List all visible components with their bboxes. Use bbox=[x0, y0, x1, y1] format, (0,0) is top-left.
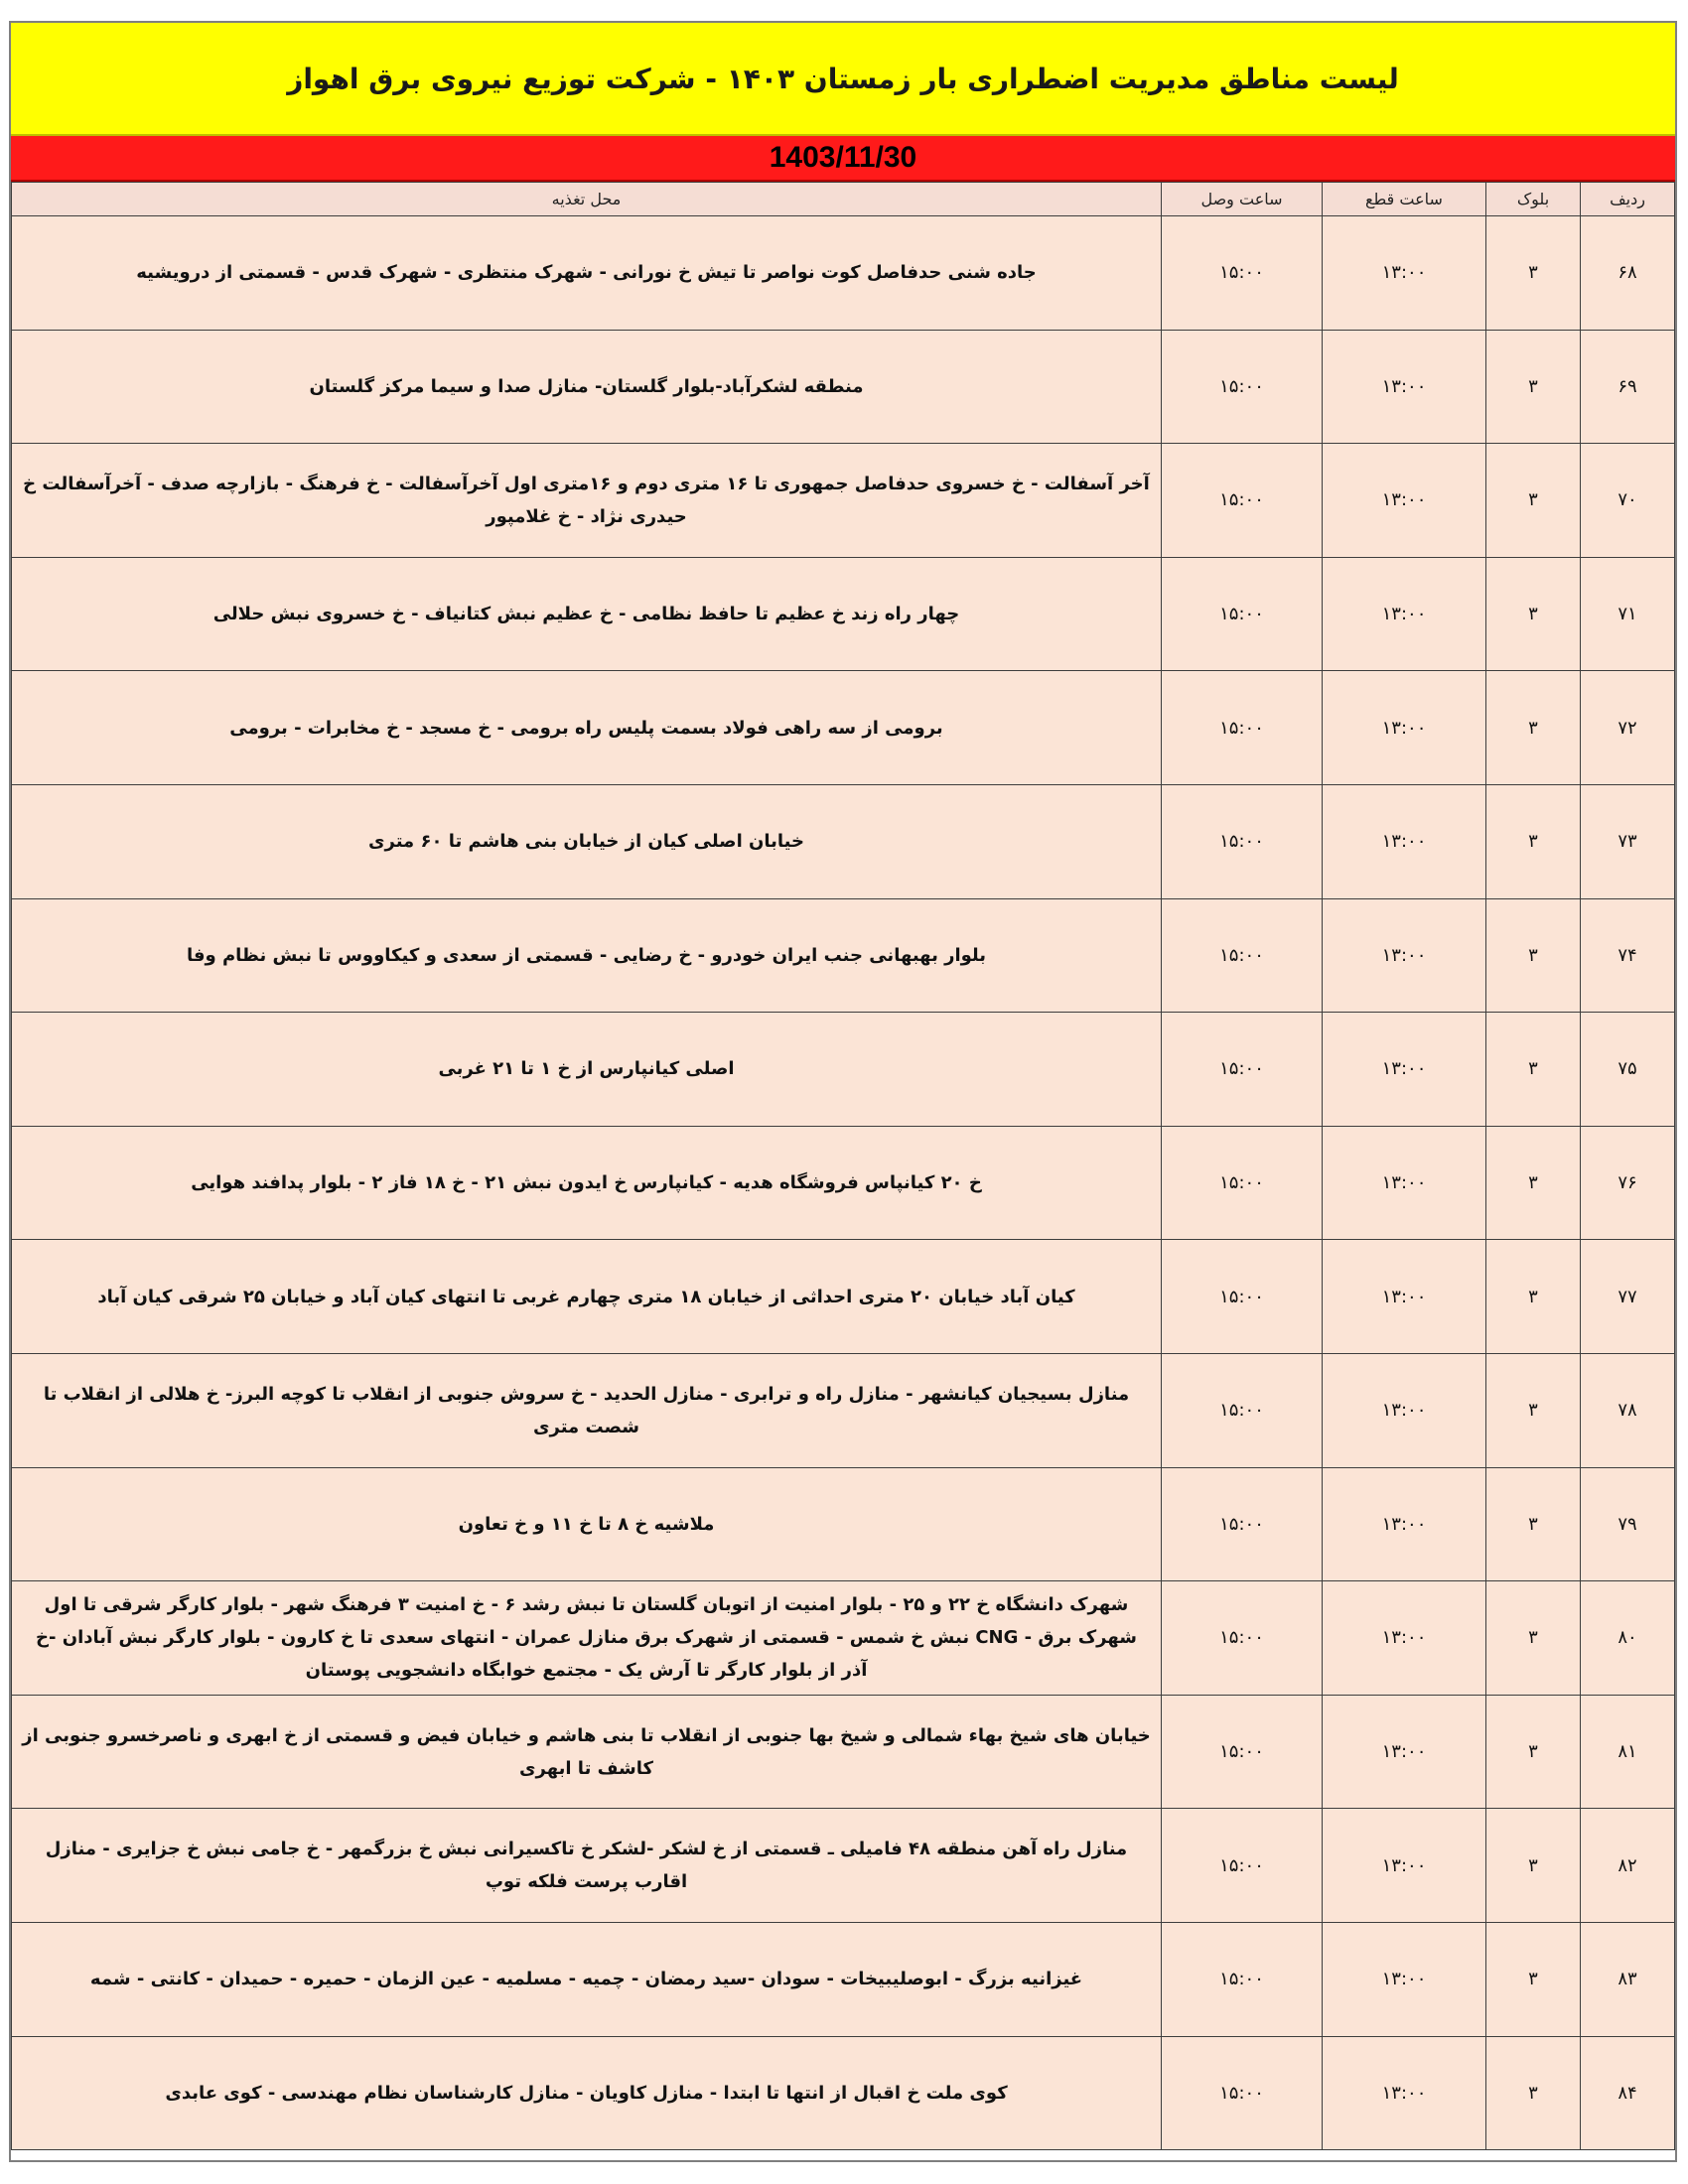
table-row bbox=[12, 330, 1675, 444]
cell-place: اصلی کیانپارس از خ ۱ تا ۲۱ غربی bbox=[12, 1013, 1162, 1127]
cell-cut-time: ۱۳:۰۰ bbox=[1323, 1353, 1486, 1467]
cell-connect-time: ۱۵:۰۰ bbox=[1162, 2036, 1323, 2150]
table-row bbox=[12, 216, 1675, 331]
header-row-number: ردیف bbox=[1581, 183, 1675, 216]
cell-cut-time: ۱۳:۰۰ bbox=[1323, 898, 1486, 1013]
cell-block: ۳ bbox=[1486, 671, 1581, 785]
cell-cut-time: ۱۳:۰۰ bbox=[1323, 1126, 1486, 1240]
cell-row-number: ۷۱ bbox=[1581, 557, 1675, 671]
cell-block: ۳ bbox=[1486, 2036, 1581, 2150]
cell-block: ۳ bbox=[1486, 330, 1581, 444]
cell-block: ۳ bbox=[1486, 1695, 1581, 1809]
cell-cut-time: ۱۳:۰۰ bbox=[1323, 1240, 1486, 1354]
cell-cut-time: ۱۳:۰۰ bbox=[1323, 1581, 1486, 1696]
cell-cut-time: ۱۳:۰۰ bbox=[1323, 216, 1486, 331]
cell-connect-time: ۱۵:۰۰ bbox=[1162, 1240, 1323, 1354]
table-row bbox=[12, 2036, 1675, 2150]
table-row bbox=[12, 671, 1675, 785]
cell-connect-time: ۱۵:۰۰ bbox=[1162, 557, 1323, 671]
cell-place: منازل راه آهن منطقه ۴۸ فامیلی ـ قسمتی از خ لشکر -لشکر خ تاکسیرانی نبش خ بزرگمهر - خ جامی نبش خ جزایری - منازل اقارب پرست فلکه توپ bbox=[12, 1809, 1162, 1923]
cell-place: خیابان های شیخ بهاء شمالی و شیخ بها جنوبی از انقلاب تا بنی هاشم و خیابان فیض و قسمتی از خ ابهری و ناصرخسرو جنوبی از کاشف تا ابهری bbox=[12, 1695, 1162, 1809]
cell-cut-time: ۱۳:۰۰ bbox=[1323, 1922, 1486, 2036]
cell-place: منطقه لشکرآباد-بلوار گلستان- منازل صدا و سیما مرکز گلستان bbox=[12, 330, 1162, 444]
cell-connect-time: ۱۵:۰۰ bbox=[1162, 1922, 1323, 2036]
cell-block: ۳ bbox=[1486, 1353, 1581, 1467]
cell-place: خیابان اصلی کیان از خیابان بنی هاشم تا ۶۰ متری bbox=[12, 784, 1162, 898]
cell-connect-time: ۱۵:۰۰ bbox=[1162, 1353, 1323, 1467]
cell-row-number: ۸۱ bbox=[1581, 1695, 1675, 1809]
cell-cut-time: ۱۳:۰۰ bbox=[1323, 671, 1486, 785]
table-row bbox=[12, 1809, 1675, 1923]
cell-block: ۳ bbox=[1486, 1922, 1581, 2036]
cell-connect-time: ۱۵:۰۰ bbox=[1162, 671, 1323, 785]
cell-cut-time: ۱۳:۰۰ bbox=[1323, 330, 1486, 444]
cell-block: ۳ bbox=[1486, 1126, 1581, 1240]
cell-block: ۳ bbox=[1486, 1467, 1581, 1581]
cell-place: کوی ملت خ اقبال از انتها تا ابتدا - منازل کاویان - منازل کارشناسان نظام مهندسی - کوی عابدی bbox=[12, 2036, 1162, 2150]
cell-row-number: ۸۴ bbox=[1581, 2036, 1675, 2150]
cell-cut-time: ۱۳:۰۰ bbox=[1323, 1809, 1486, 1923]
cell-row-number: ۷۹ bbox=[1581, 1467, 1675, 1581]
table-row bbox=[12, 444, 1675, 558]
cell-connect-time: ۱۵:۰۰ bbox=[1162, 784, 1323, 898]
cell-connect-time: ۱۵:۰۰ bbox=[1162, 1126, 1323, 1240]
cell-row-number: ۷۵ bbox=[1581, 1013, 1675, 1127]
cell-row-number: ۷۲ bbox=[1581, 671, 1675, 785]
cell-block: ۳ bbox=[1486, 1581, 1581, 1696]
cell-row-number: ۶۸ bbox=[1581, 216, 1675, 331]
cell-block: ۳ bbox=[1486, 1809, 1581, 1923]
schedule-date: 1403/11/30 bbox=[769, 141, 917, 174]
cell-cut-time: ۱۳:۰۰ bbox=[1323, 557, 1486, 671]
cell-row-number: ۷۴ bbox=[1581, 898, 1675, 1013]
cell-connect-time: ۱۵:۰۰ bbox=[1162, 1581, 1323, 1696]
header-block: بلوک bbox=[1486, 183, 1581, 216]
table-row bbox=[12, 898, 1675, 1013]
table-header-row bbox=[12, 183, 1675, 216]
cell-row-number: ۷۰ bbox=[1581, 444, 1675, 558]
cell-connect-time: ۱۵:۰۰ bbox=[1162, 1695, 1323, 1809]
cell-connect-time: ۱۵:۰۰ bbox=[1162, 444, 1323, 558]
table-row bbox=[12, 784, 1675, 898]
cell-block: ۳ bbox=[1486, 898, 1581, 1013]
cell-cut-time: ۱۳:۰۰ bbox=[1323, 1467, 1486, 1581]
cell-block: ۳ bbox=[1486, 1013, 1581, 1127]
table-row bbox=[12, 1467, 1675, 1581]
cell-connect-time: ۱۵:۰۰ bbox=[1162, 1013, 1323, 1127]
table-row bbox=[12, 1353, 1675, 1467]
cell-connect-time: ۱۵:۰۰ bbox=[1162, 216, 1323, 331]
table-row bbox=[12, 1581, 1675, 1696]
cell-cut-time: ۱۳:۰۰ bbox=[1323, 2036, 1486, 2150]
header-place: محل تغذیه bbox=[12, 183, 1162, 216]
cell-cut-time: ۱۳:۰۰ bbox=[1323, 444, 1486, 558]
header-cut-time: ساعت قطع bbox=[1323, 183, 1486, 216]
table-row bbox=[12, 1695, 1675, 1809]
cell-block: ۳ bbox=[1486, 1240, 1581, 1354]
cell-place: آخر آسفالت - خ خسروی حدفاصل جمهوری تا ۱۶ متری دوم و ۱۶متری اول آخرآسفالت - خ فرهنگ - بازارچه صدف - آخرآسفالت خ حیدری نژاد - خ غلامپور bbox=[12, 444, 1162, 558]
cell-place: چهار راه زند خ عظیم تا حافظ نظامی - خ عظیم نبش کتانیاف - خ خسروی نبش حلالی bbox=[12, 557, 1162, 671]
cell-place: ملاشیه خ ۸ تا خ ۱۱ و خ تعاون bbox=[12, 1467, 1162, 1581]
outage-table bbox=[11, 182, 1675, 2150]
cell-block: ۳ bbox=[1486, 216, 1581, 331]
page-title: لیست مناطق مدیریت اضطراری بار زمستان ۱۴۰۳ - شرکت توزیع نیروی برق اهواز bbox=[287, 62, 1399, 95]
table-row bbox=[12, 1126, 1675, 1240]
cell-row-number: ۷۸ bbox=[1581, 1353, 1675, 1467]
cell-place: کیان آباد خیابان ۲۰ متری احداثی از خیابان ۱۸ متری چهارم غربی تا انتهای کیان آباد و خیابان ۲۵ شرقی کیان آباد bbox=[12, 1240, 1162, 1354]
cell-place: بلوار بهبهانی جنب ایران خودرو - خ رضایی - قسمتی از سعدی و کیکاووس تا نبش نظام وفا bbox=[12, 898, 1162, 1013]
cell-connect-time: ۱۵:۰۰ bbox=[1162, 1809, 1323, 1923]
cell-block: ۳ bbox=[1486, 784, 1581, 898]
table-row bbox=[12, 557, 1675, 671]
title-banner bbox=[11, 23, 1675, 136]
cell-row-number: ۸۳ bbox=[1581, 1922, 1675, 2036]
cell-row-number: ۷۶ bbox=[1581, 1126, 1675, 1240]
cell-row-number: ۸۰ bbox=[1581, 1581, 1675, 1696]
cell-place: جاده شنی حدفاصل کوت نواصر تا تیش خ نورانی - شهرک منتظری - شهرک قدس - قسمتی از درویشیه bbox=[12, 216, 1162, 331]
cell-place: منازل بسیجیان کیانشهر - منازل راه و ترابری - منازل الحدید - خ سروش جنوبی از انقلاب تا کوچه البرز- خ هلالی از انقلاب تا شصت متری bbox=[12, 1353, 1162, 1467]
cell-place: خ ۲۰ کیانپاس فروشگاه هدیه - کیانپارس خ ایدون نبش ۲۱ - خ ۱۸ فاز ۲ - بلوار پدافند هوایی bbox=[12, 1126, 1162, 1240]
cell-place: برومی از سه راهی فولاد بسمت پلیس راه برومی - خ مسجد - خ مخابرات - برومی bbox=[12, 671, 1162, 785]
cell-connect-time: ۱۵:۰۰ bbox=[1162, 898, 1323, 1013]
cell-row-number: ۶۹ bbox=[1581, 330, 1675, 444]
cell-cut-time: ۱۳:۰۰ bbox=[1323, 1013, 1486, 1127]
cell-block: ۳ bbox=[1486, 444, 1581, 558]
cell-cut-time: ۱۳:۰۰ bbox=[1323, 1695, 1486, 1809]
table-row bbox=[12, 1922, 1675, 2036]
cell-row-number: ۷۷ bbox=[1581, 1240, 1675, 1354]
cell-place: غیزانیه بزرگ - ابوصلیبیخات - سودان -سید رمضان - چمیه - مسلمیه - عین الزمان - حمیره - حمیدان - کانتی - شمه bbox=[12, 1922, 1162, 2036]
cell-connect-time: ۱۵:۰۰ bbox=[1162, 330, 1323, 444]
cell-place: شهرک دانشگاه خ ۲۲ و ۲۵ - بلوار امنیت از اتوبان گلستان تا نبش رشد ۶ - خ امنیت ۳ فرهنگ شهر - بلوار کارگر شرقی تا اول شهرک برق - CNG نبش خ شمس - قسمتی از شهرک برق منازل عمران - انتهای سعدی تا خ کارون - بلوار کارگر نبش آبادان -خ آذر از بلوار کارگر تا آرش یک - مجتمع خوابگاه دانشجویی پوستان bbox=[12, 1581, 1162, 1696]
cell-row-number: ۷۳ bbox=[1581, 784, 1675, 898]
cell-block: ۳ bbox=[1486, 557, 1581, 671]
cell-connect-time: ۱۵:۰۰ bbox=[1162, 1467, 1323, 1581]
table-row bbox=[12, 1240, 1675, 1354]
cell-cut-time: ۱۳:۰۰ bbox=[1323, 784, 1486, 898]
schedule-sheet bbox=[9, 21, 1677, 2162]
header-connect-time: ساعت وصل bbox=[1162, 183, 1323, 216]
table-row bbox=[12, 1013, 1675, 1127]
date-banner bbox=[11, 136, 1675, 182]
cell-row-number: ۸۲ bbox=[1581, 1809, 1675, 1923]
